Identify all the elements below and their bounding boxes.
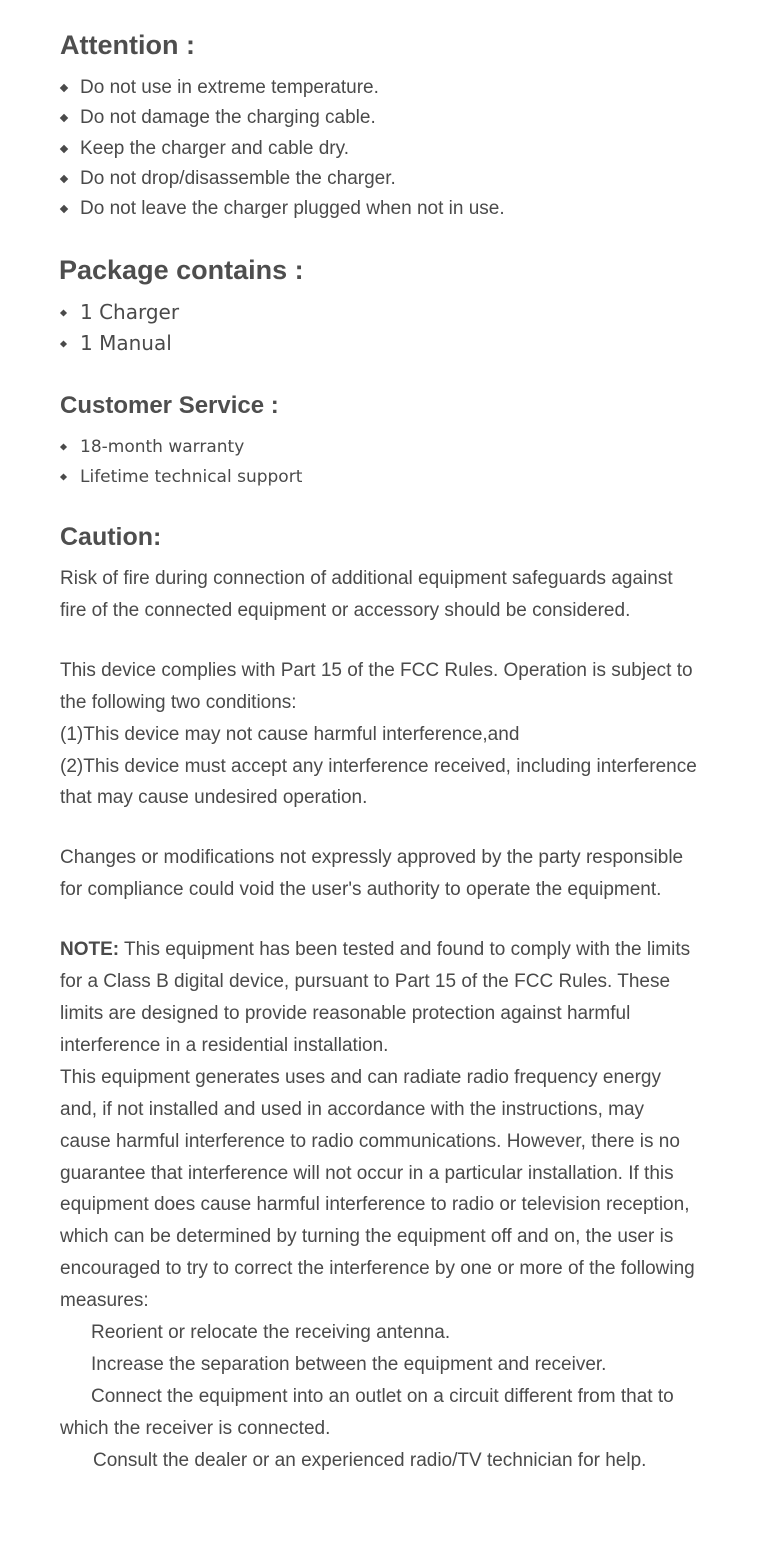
spacer [60,627,740,655]
generates-text-line: which can be determined by turning the equipment off and on, the user is [60,1226,674,1248]
diamond-bullet-icon [60,340,67,347]
list-item [60,462,302,492]
list-item [60,164,505,194]
fcc-text-line: the following two conditions: [60,691,297,713]
list-item [60,194,505,224]
package-heading: Package contains : [59,255,304,285]
diamond-bullet-icon [60,443,67,450]
list-item [60,103,505,133]
diamond-bullet-icon [60,473,67,480]
measure-item: Reorient or relocate the receiving antenna. [91,1322,451,1344]
measure-item-continuation: which the receiver is connected. [60,1417,331,1439]
measure-item: Consult the dealer or an experienced radio/TV technician for help. [93,1449,647,1471]
list-item-text: Lifetime technical support [80,467,303,487]
caution-heading: Caution: [60,523,162,551]
list-item-text: Do not leave the charger plugged when not in use. [80,198,505,220]
fcc-condition-1: (1)This device may not cause harmful interference,and [60,723,520,745]
note-label: NOTE: [60,939,120,961]
list-item-text: 18-month warranty [80,437,245,457]
list-item [60,432,302,462]
diamond-bullet-icon [60,144,68,152]
list-item [60,73,505,103]
fcc-condition-2-line: that may cause undesired operation. [60,787,368,809]
list-item-text: Do not use in extreme temperature. [80,77,379,98]
generates-text-line: guarantee that interference will not occur in a particular installation. If this [60,1162,674,1184]
spacer [60,906,740,934]
note-text-line: limits are designed to provide reasonable protection against harmful [60,1002,631,1024]
generates-text-line: measures: [60,1290,149,1312]
measure-item: Increase the separation between the equipment and receiver. [91,1353,607,1375]
list-item-text: 1 Manual [80,331,172,355]
changes-text-line: for compliance could void the user's authority to operate the equipment. [60,879,662,901]
generates-text-line: and, if not installed and used in accordance with the instructions, may [60,1098,645,1120]
list-item-text: 1 Charger [80,300,180,324]
generates-text-line: encouraged to try to correct the interference by one or more of the following [60,1258,695,1280]
diamond-bullet-icon [60,84,68,92]
fcc-text-line: This device complies with Part 15 of the FCC Rules. Operation is subject to [60,659,693,681]
generates-text-line: cause harmful interference to radio communications. However, there is no [60,1130,680,1152]
risk-text-line: Risk of fire during connection of additional equipment safeguards against [60,568,673,589]
attention-heading: Attention : [60,30,195,60]
spacer [60,814,740,842]
note-text-line: for a Class B digital device, pursuant to Part 15 of the FCC Rules. These [60,971,671,993]
list-item-text: Keep the charger and cable dry. [80,137,349,159]
measure-item: Connect the equipment into an outlet on a circuit different from that to [91,1385,674,1407]
diamond-bullet-icon [60,205,68,213]
list-item [60,297,179,328]
changes-text-line: Changes or modifications not expressly approved by the party responsible [60,847,684,869]
customer-service-heading: Customer Service : [60,392,279,419]
list-item [60,134,505,164]
list-item-text: Do not damage the charging cable. [80,107,376,129]
diamond-bullet-icon [60,309,67,316]
list-item [60,328,179,359]
note-text-line: interference in a residential installation. [60,1034,389,1056]
package-list [60,297,179,359]
note-text-line [60,934,740,966]
diamond-bullet-icon [60,175,68,183]
attention-list [60,73,505,224]
note-text: This equipment has been tested and found to comply with the limits [119,939,691,961]
fcc-condition-2-line: (2)This device must accept any interference received, including interference [60,755,697,777]
caution-body [60,563,740,1477]
generates-text-line: equipment does cause harmful interference to radio or television reception, [60,1194,690,1216]
customer-service-list [60,432,302,492]
risk-text-line: fire of the connected equipment or accessory should be considered. [60,599,631,621]
generates-text-line: This equipment generates uses and can radiate radio frequency energy [60,1066,661,1088]
list-item-text: Do not drop/disassemble the charger. [80,167,396,189]
diamond-bullet-icon [60,114,68,122]
